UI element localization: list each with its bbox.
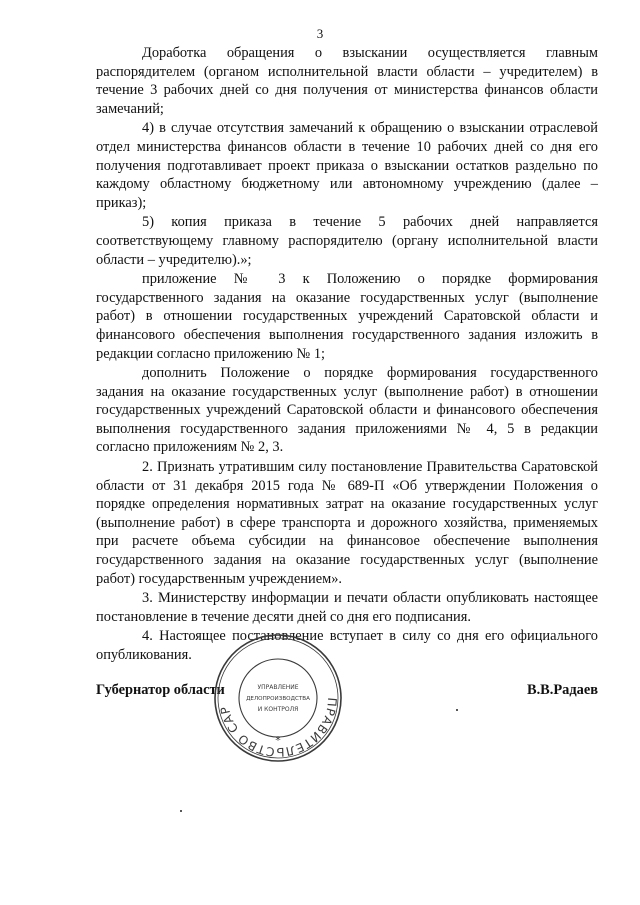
seal-center-line: ДЕЛОПРОИЗВОДСТВА	[246, 696, 310, 702]
seal-star-icon: *	[275, 734, 281, 747]
scan-speck	[456, 709, 458, 711]
document-body	[96, 44, 598, 665]
signatory-title: Губернатор области	[96, 682, 225, 698]
paragraph: приложение № 3 к Положению о порядке формирования государственного задания на оказание государственных услуг (выполнение работ) в отношении государственных учреждений Саратовской области и финансового обеспечения выполнения государственного задания изложить в редакции согласно приложению № 1;	[96, 271, 598, 362]
seal-center-line: И КОНТРОЛЯ	[257, 706, 299, 713]
signatory-name: В.В.Радаев	[526, 682, 598, 698]
paragraph: 3. Министерству информации и печати области опубликовать настоящее постановление в течение десяти дней со дня его подписания.	[96, 590, 598, 625]
paragraph: 2. Признать утратившим силу постановление Правительства Саратовской области от 31 декабря 2015 года № 689-П «Об утверждении Положения о порядке определения нормативных затрат на оказание государственных услуг (выполнение работ) в сфере транспорта и дорожного хозяйства, применяемых при расчете объема субсидии на финансовое обеспечение выполнения государственного задания на оказание государственных услуг (выполнение работ) государственным учреждением».	[96, 459, 598, 587]
signature-block	[96, 682, 598, 702]
paragraph: дополнить Положение о порядке формирования государственного задания на оказание государственных услуг (выполнение работ) в отношении государственных учреждений Саратовской области и финансового обеспечения выполнения государственного задания приложениями № 4, 5 в редакции согласно приложениям № 2, 3.	[96, 365, 598, 456]
paragraph: 4. Настоящее постановление вступает в силу со дня его официального опубликования.	[96, 628, 598, 663]
seal-ring-text: ПРАВИТЕЛЬСТВО САРАТОВСКОЙ	[217, 697, 340, 760]
page-number: 3	[316, 26, 324, 41]
paragraph: 4) в случае отсутствия замечаний к обращению о взыскании отраслевой отдел министерства финансов области в течение 10 рабочих дней со дня его получения подготавливает проект приказа о взыскании остатков раздельно по каждому областному бюджетному или автономному учреждению (далее – приказ);	[96, 120, 598, 211]
official-seal-stamp	[212, 632, 344, 764]
seal-center-line: УПРАВЛЕНИЕ	[257, 684, 299, 691]
paragraph: 5) копия приказа в течение 5 рабочих дней направляется соответствующему главному распорядителю (органу исполнительной власти области – учредителю).»;	[96, 214, 598, 268]
scan-speck	[180, 810, 182, 812]
paragraph: Доработка обращения о взыскании осуществляется главным распорядителем (органом исполнительной власти области – учредителем) в течение 3 рабочих дней со дня получения от министерства финансов области замечаний;	[96, 45, 598, 117]
